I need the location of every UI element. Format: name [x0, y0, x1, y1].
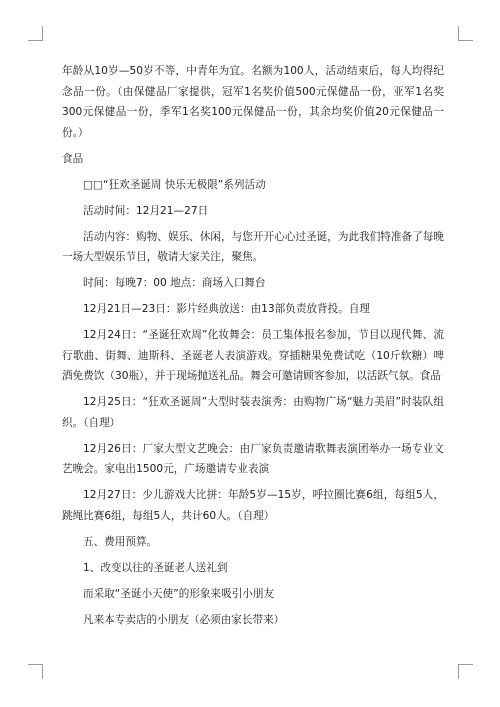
paragraph-event-title: □□“狂欢圣诞周 快乐无极限”系列活动: [83, 178, 266, 191]
paragraph-time-location: 时间：每晚7：00 地点：商场入口舞台: [83, 277, 266, 289]
paragraph-budget-heading: 五、费用预算。: [83, 535, 158, 548]
crop-mark-bottom-left: [28, 664, 43, 679]
paragraph-prize-details: 年龄从10岁—50岁不等，中青年为宜。名额为100人，活动结束后，每人均得纪念品一份。（由保健品厂家提供，冠军1名奖价值500元保健品一份，亚军1名奖300元保健品一份，季军1名奖100元保健品一份，其余均奖价值20元保健品一份。）: [62, 65, 444, 139]
paragraph-dec-27: 12月27日：少儿游戏大比拼：年龄5岁—15岁，呼拉圈比赛6组，每组5人，跳绳比赛6组，每组5人，共计60人。（自理）: [62, 489, 444, 522]
crop-mark-bottom-right: [458, 664, 473, 679]
paragraph-event-content: 活动内容：购物、娱乐、休闲，与您开开心心过圣诞，为此我们特准备了每晚一场大型娱乐节目，敬请大家关注，聚焦。: [62, 230, 444, 263]
paragraph-dec-21-23: 12月21日—23日：影片经典放送：由13部负责放背投。自理: [83, 303, 370, 315]
paragraph-dec-25: 12月25日：“狂欢圣诞周”大型时装表演秀：由购物广场“魅力美眉”时装队组织。（自理）: [62, 396, 444, 429]
crop-mark-top-right: [458, 26, 473, 41]
paragraph-budget-item-1: 1、改变以往的圣诞老人送礼到: [83, 561, 228, 574]
paragraph-dec-26: 12月26日：厂家大型文艺晚会：由厂家负责邀请歌舞表演团举办一场专业文艺晚会。家电出1500元，广场邀请专业表演: [62, 442, 444, 475]
document-body: [62, 61, 444, 636]
paragraph-angel-image: 而采取“圣诞小天使”的形象来吸引小朋友: [83, 587, 275, 600]
paragraph-event-date: 活动时间：12月21—27日: [83, 204, 209, 217]
paragraph-children-visit: 凡来本专卖店的小朋友（必须由家长带来）: [83, 613, 285, 626]
paragraph-food-note: 食品: [62, 152, 84, 165]
paragraph-dec-24: 12月24日：“圣诞狂欢周”化妆舞会：员工集体报名参加，节目以现代舞、流行歌曲、街舞、迪斯科、圣诞老人表演游戏。穿插糖果免费试吃（10斤软糖）啤酒免费饮（30瓶），并于现场抛送礼品。舞会可邀请顾客参加，以活跃气氛。食品: [62, 329, 444, 382]
crop-mark-top-left: [28, 26, 43, 41]
